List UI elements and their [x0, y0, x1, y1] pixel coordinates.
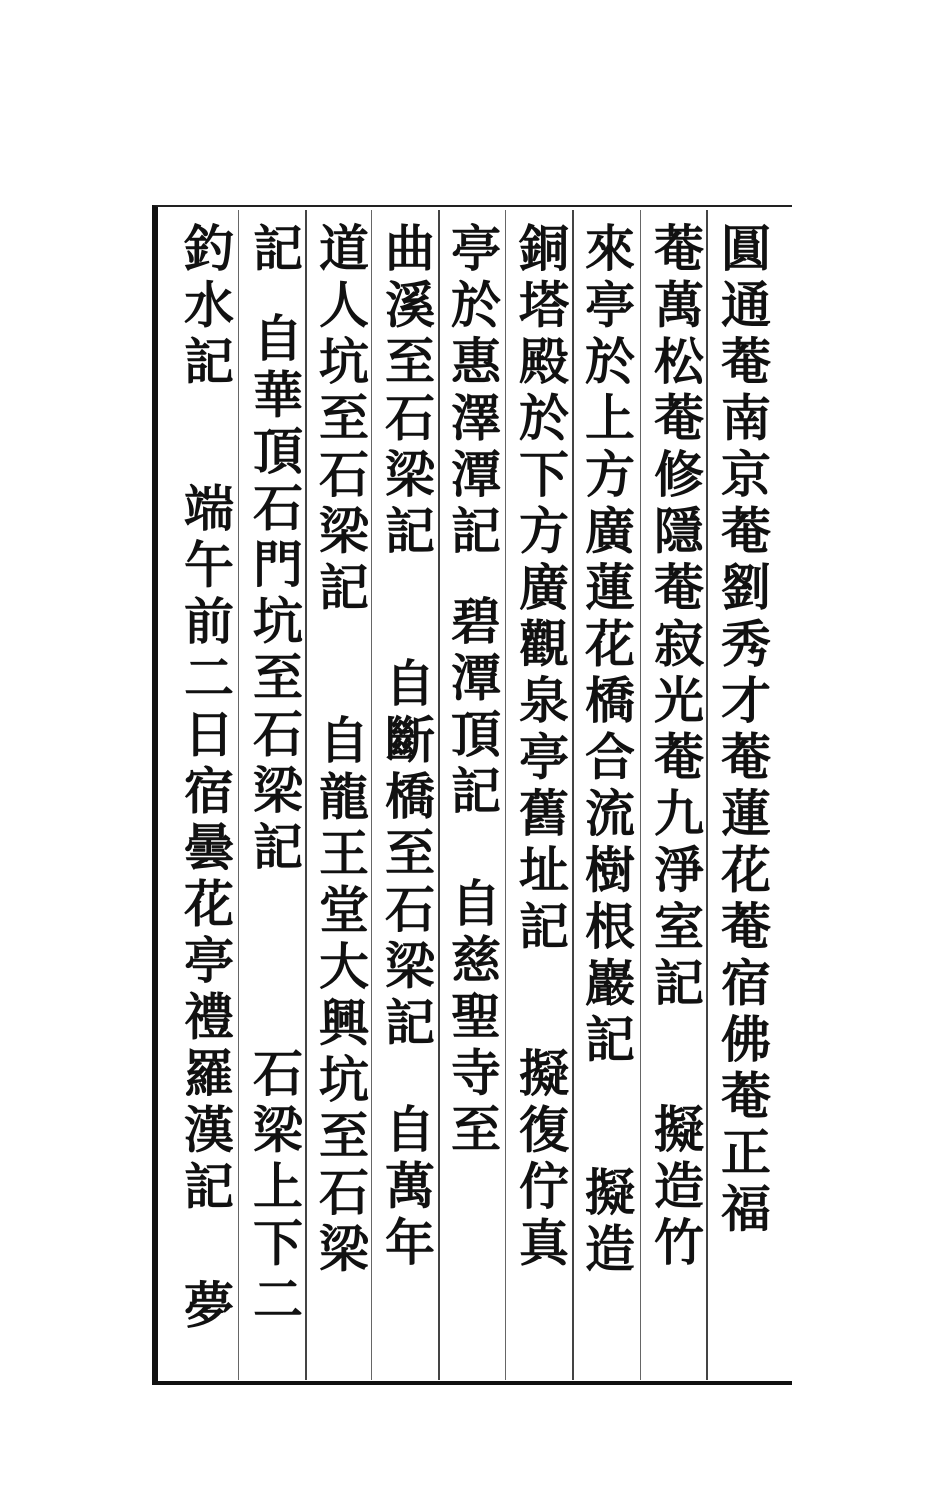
- text-column-segment: 曲溪至石梁記: [377, 222, 436, 561]
- text-column-segment: 石梁上下二: [245, 1046, 304, 1330]
- text-column-segment: 擬復佇真: [511, 1046, 570, 1273]
- text-column-segment: 擬造: [577, 1165, 636, 1279]
- text-column-segment: 擬造竹: [646, 1103, 705, 1273]
- text-column-segment: 碧潭頂記: [443, 594, 502, 821]
- text-column-segment: 自斷橋至石梁記: [377, 657, 436, 1053]
- text-column-segment: 自萬年: [377, 1103, 436, 1273]
- column-rule: [706, 210, 708, 1380]
- text-column-segment: 圓通菴南京菴劉秀才菴蓮花菴宿佛菴正福: [713, 222, 772, 1239]
- text-column-segment: 釣水記: [176, 222, 235, 392]
- text-column-segment: 夢: [176, 1278, 235, 1336]
- text-column-segment: 來亭於上方廣蓮花橋合流樹根巖記: [577, 222, 636, 1070]
- text-column-segment: 自慈聖寺至: [443, 877, 502, 1160]
- column-rule: [505, 210, 506, 1380]
- text-column-segment: 道人坑至石梁記: [311, 222, 370, 618]
- column-rule: [305, 210, 307, 1380]
- text-column-segment: 菴萬松菴修隱菴寂光菴九淨室記: [646, 222, 705, 1013]
- text-column-segment: 亭於惠澤潭記: [443, 222, 502, 561]
- column-rule: [438, 210, 440, 1380]
- text-column-segment: 銅塔殿於下方廣觀泉亭舊址記: [511, 222, 570, 957]
- text-column-segment: 端午前二日宿曇花亭禮羅漢記: [176, 481, 235, 1217]
- text-column-segment: 自華頂石門坑至石梁記: [245, 312, 304, 878]
- text-column-segment: 記: [245, 222, 304, 279]
- column-rule: [238, 210, 239, 1380]
- column-rule: [371, 210, 372, 1380]
- column-rule: [572, 210, 574, 1380]
- column-rule: [640, 210, 641, 1380]
- text-column-segment: 自龍王堂大興坑至石梁: [311, 713, 370, 1279]
